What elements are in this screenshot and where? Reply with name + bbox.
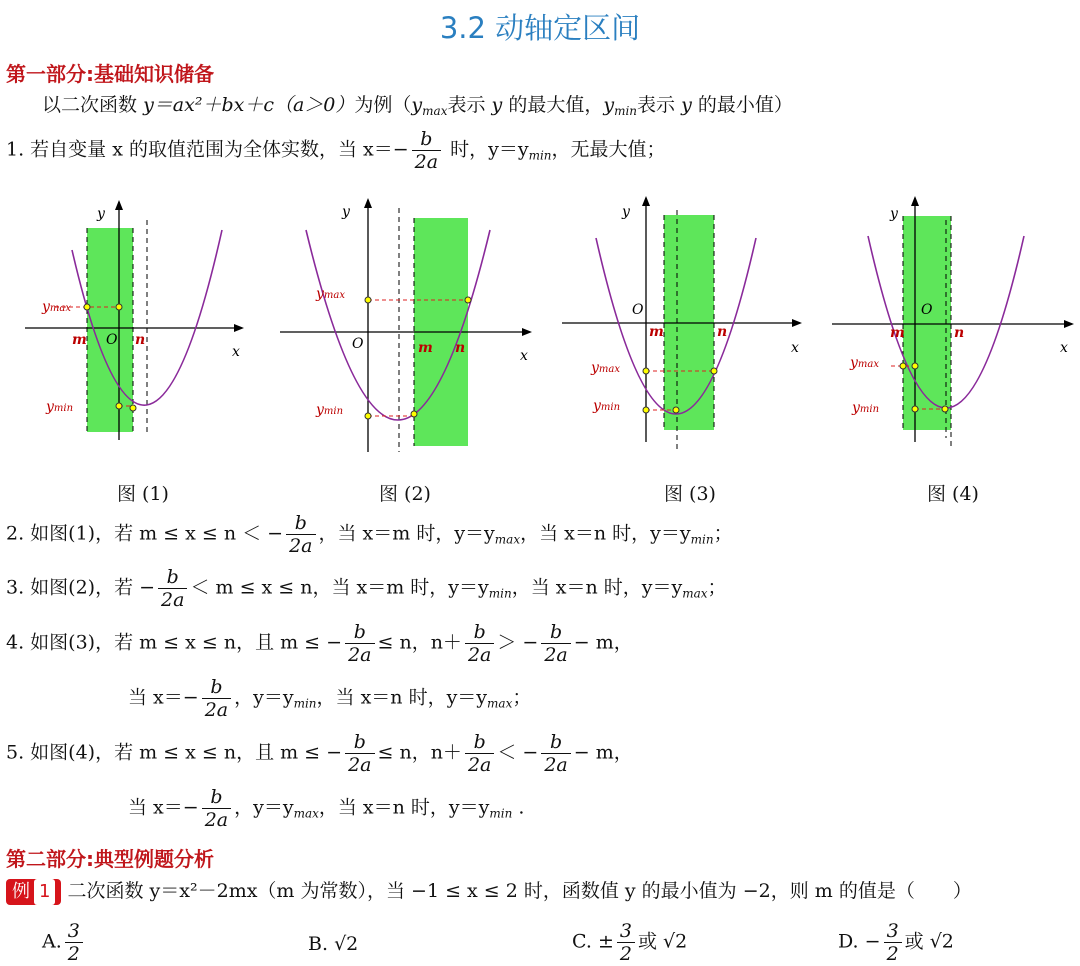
svg-text:y: y bbox=[97, 206, 105, 222]
svg-text:x: x bbox=[232, 344, 240, 360]
svg-text:n: n bbox=[135, 332, 146, 348]
item-5-line-2: 当 x＝− $\frac{b}{2a}$ ，$y=y_{max}$，当 x＝n 时，$y=y_{min}$ . bbox=[128, 786, 525, 831]
svg-text:m: m bbox=[418, 340, 433, 356]
svg-text:ymin: ymin bbox=[593, 398, 621, 414]
graphs-row bbox=[0, 190, 1080, 470]
svg-text:n: n bbox=[954, 325, 965, 341]
caption-4: 图 (4) bbox=[927, 483, 979, 505]
svg-text:x: x bbox=[520, 348, 528, 364]
example-1-question: 例 1 二次函数 y＝x²－2mx（m 为常数），当 −1 ≤ x ≤ 2 时，函数值 y 的最小值为 −2，则 m 的值是（ ） bbox=[6, 877, 972, 905]
caption-3: 图 (3) bbox=[664, 483, 716, 505]
svg-text:ymax: ymax bbox=[850, 355, 880, 371]
option-b[interactable]: B. √2 bbox=[308, 933, 359, 955]
item-4: 4. 如图(3)，若 m ≤ x ≤ n，且 m ≤ − $\frac{b}{2a}$ ≤ n，n＋ $\frac{b}{2a}$ ＞ − $\frac{b}{2a}$ − m， bbox=[6, 621, 633, 666]
item-4-line-2: 当 x＝− $\frac{b}{2a}$ ，$y=y_{min}$，当 x＝n 时，$y=y_{max}$； bbox=[128, 676, 532, 721]
svg-text:ymax: ymax bbox=[591, 360, 621, 376]
svg-text:O: O bbox=[632, 302, 644, 318]
item-2: 2. 如图(1)，若 m ≤ x ≤ n ＜ − $\frac{b}{2a}$ ，当 x＝m 时，$y=y_{max}$，当 x＝n 时，$y=y_{min}$； bbox=[6, 512, 733, 557]
page-title: 3.2 动轴定区间 bbox=[439, 11, 641, 45]
svg-text:O: O bbox=[352, 336, 364, 352]
ymax-label: ymax bbox=[42, 299, 72, 315]
svg-text:y: y bbox=[622, 204, 630, 220]
option-d[interactable]: D. − $\frac{3}{2}$ 或 √2 bbox=[838, 920, 954, 965]
item-3: 3. 如图(2)，若 − $\frac{b}{2a}$ ＜ m ≤ x ≤ n，当 x＝m 时，$y=y_{min}$，当 x＝n 时，$y=y_{max}$； bbox=[6, 566, 727, 611]
caption-1: 图 (1) bbox=[117, 483, 169, 505]
graph-1 bbox=[25, 200, 244, 440]
option-c[interactable]: C. ± $\frac{3}{2}$ 或 √2 bbox=[572, 920, 688, 965]
graph-2 bbox=[280, 198, 532, 452]
svg-text:O: O bbox=[106, 332, 118, 348]
svg-text:m: m bbox=[649, 324, 664, 340]
svg-text:m: m bbox=[890, 325, 905, 341]
svg-text:ymin: ymin bbox=[852, 400, 880, 416]
svg-text:m: m bbox=[72, 332, 87, 348]
svg-text:y: y bbox=[342, 204, 350, 220]
svg-text:ymin: ymin bbox=[316, 402, 344, 418]
svg-text:x: x bbox=[791, 340, 799, 356]
section-heading-2: 第二部分:典型例题分析 bbox=[6, 847, 214, 871]
graph-3 bbox=[562, 196, 802, 452]
graph-4 bbox=[832, 196, 1074, 450]
svg-text:x: x bbox=[1060, 340, 1068, 356]
option-a[interactable]: A. $\frac{3}{2}$ bbox=[42, 920, 86, 965]
intro-line: 以二次函数 y＝ax²＋bx＋c（a＞0）为例（$y_{max}$表示 y 的最大值，$y_{min}$表示 y 的最小值） bbox=[42, 94, 793, 118]
svg-text:n: n bbox=[455, 340, 466, 356]
ymin-label: ymin bbox=[46, 399, 74, 415]
svg-text:y: y bbox=[890, 206, 898, 222]
svg-text:O: O bbox=[921, 302, 933, 318]
item-1: 1. 若自变量 x 的取值范围为全体实数，当 x＝− $\frac{b}{2a}$ 时，$y=y_{min}$，无最大值； bbox=[6, 128, 666, 173]
item-5: 5. 如图(4)，若 m ≤ x ≤ n，且 m ≤ − $\frac{b}{2a}$ ≤ n，n＋ $\frac{b}{2a}$ ＜ − $\frac{b}{2a}$ − m， bbox=[6, 731, 633, 776]
example-badge: 例 1 bbox=[6, 879, 61, 905]
svg-text:ymax: ymax bbox=[316, 286, 346, 302]
svg-text:n: n bbox=[717, 324, 728, 340]
caption-2: 图 (2) bbox=[379, 483, 431, 505]
section-heading-1: 第一部分:基础知识储备 bbox=[6, 62, 214, 86]
